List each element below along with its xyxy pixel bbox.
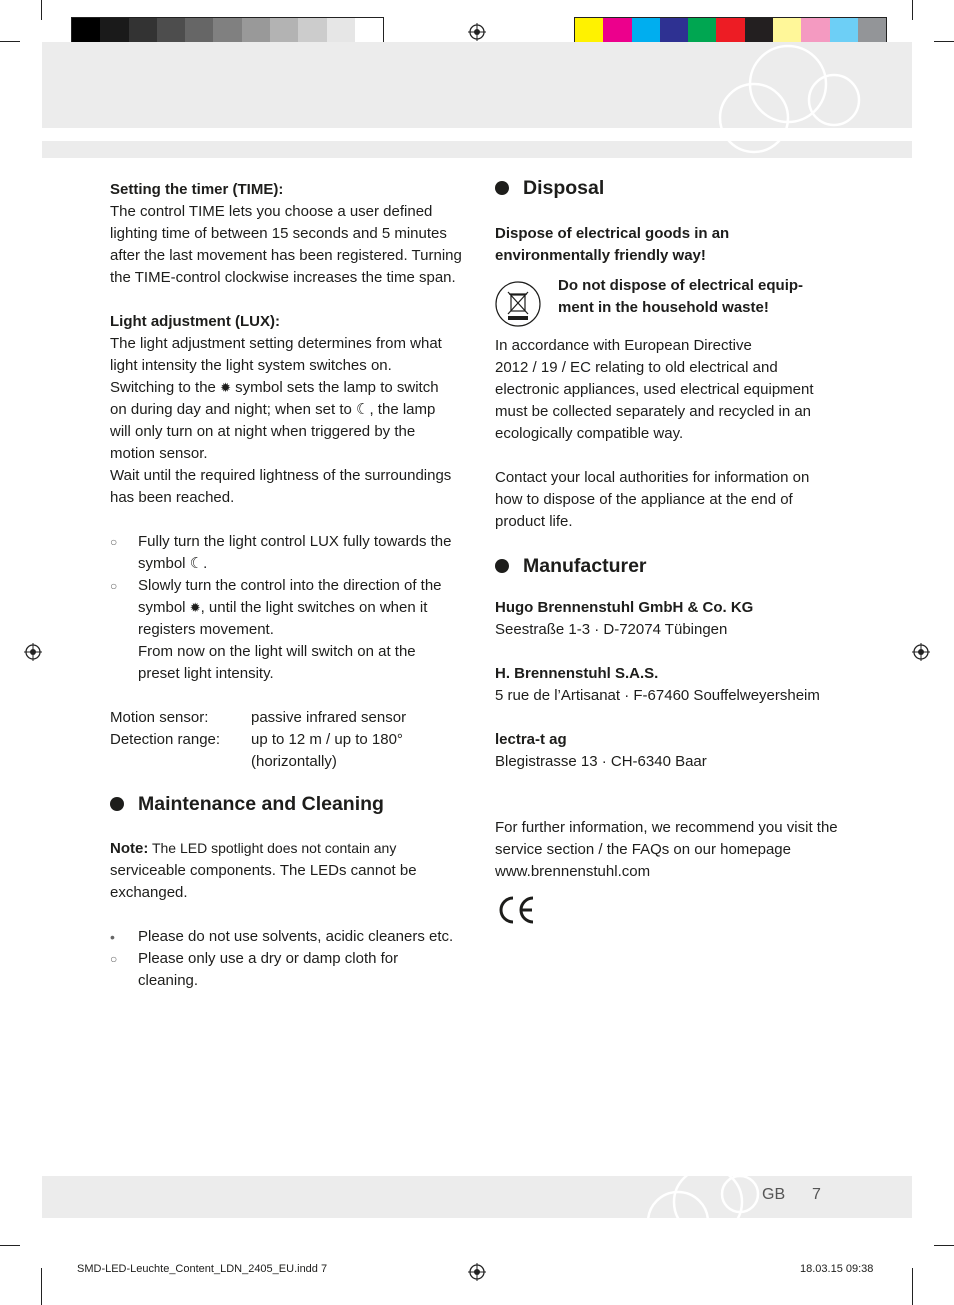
lux-line: light intensity the light system switches on.: [110, 357, 392, 374]
crop-mark: [0, 1245, 20, 1246]
lux-line: The light adjustment setting determines from what: [110, 335, 442, 352]
slug-date: 18.03.15 09:38: [800, 1263, 874, 1275]
manufacturer-name: H. Brennenstuhl S.A.S.: [495, 665, 659, 682]
directive-line: electronic appliances, used electrical equipment: [495, 381, 814, 398]
lux-text: symbol sets the lamp to switch: [230, 379, 439, 396]
spec-label: Motion sensor:: [110, 709, 209, 726]
spec-row: [110, 729, 470, 773]
crop-mark: [0, 41, 20, 42]
lux-line: [110, 377, 470, 399]
manufacturer-address: Seestraße 1-3 · D-72074 Tübingen: [495, 621, 728, 638]
crop-mark: [934, 41, 954, 42]
list-item: [110, 926, 470, 948]
timer-line: The control TIME lets you choose a user defined: [110, 203, 433, 220]
step-text: preset light intensity.: [138, 665, 274, 682]
circle-bullet-icon: ○: [110, 579, 118, 593]
ce-mark-icon: [495, 895, 537, 925]
list-item: [110, 531, 470, 575]
weee-bin-icon: [495, 281, 541, 327]
bullet-dot-icon: [495, 181, 509, 195]
note-label: Note:: [110, 840, 149, 857]
language-code: GB: [762, 1186, 786, 1203]
directive-line: 2012 / 19 / EC relating to old electrical and: [495, 359, 778, 376]
bullet-dot-icon: [110, 797, 124, 811]
manufacturer-address: Blegistrasse 13 · CH-6340 Baar: [495, 753, 707, 770]
directive-line: In accordance with European Directive: [495, 337, 752, 354]
manufacturer-name: lectra-t ag: [495, 731, 567, 748]
left-column: [110, 179, 470, 992]
list-item: [110, 575, 470, 685]
crop-mark: [41, 1268, 42, 1305]
lux-line: [110, 399, 470, 421]
manufacturer-name: Hugo Brennenstuhl GmbH & Co. KG: [495, 599, 754, 616]
timer-line: lighting time of between 15 seconds and 5 minutes: [110, 225, 447, 242]
disposal-heading: [495, 175, 865, 201]
heading-text: Manufacturer: [523, 555, 647, 577]
timer-line: after the last movement has been registered. Turning: [110, 247, 462, 264]
bullet-dot-icon: [495, 559, 509, 573]
registration-mark-icon: [24, 643, 42, 661]
step-text: symbol: [138, 555, 190, 572]
info-line: www.brennenstuhl.com: [495, 863, 651, 880]
spec-label: Detection range:: [110, 731, 221, 748]
step-text: Slowly turn the control into the direction of the: [138, 577, 442, 594]
timer-title: Setting the timer (TIME):: [110, 181, 284, 198]
note-text: The LED spotlight does not contain any: [148, 840, 397, 856]
contact-line: how to dispose of the appliance at the end of: [495, 491, 793, 508]
weee-text: Do not dispose of electrical equip-: [558, 277, 804, 294]
heading-text: Disposal: [523, 177, 605, 199]
circle-bullet-icon: ○: [110, 952, 118, 966]
clean-text: Please do not use solvents, acidic cleaners etc.: [138, 928, 454, 945]
note-text: exchanged.: [110, 884, 188, 901]
crop-mark: [912, 0, 913, 20]
clean-text: Please only use a dry or damp cloth for: [138, 950, 399, 967]
lux-text: , the lamp: [369, 401, 436, 418]
step-text: , until the light switches on when it: [200, 599, 428, 616]
contact-line: Contact your local authorities for information on: [495, 469, 810, 486]
bubbles-decoration-icon: [640, 1160, 760, 1218]
lux-text: on during day and night; when set to: [110, 401, 357, 418]
lux-text: Switching to the: [110, 379, 221, 396]
clean-text: cleaning.: [138, 972, 199, 989]
disposal-subtitle: Dispose of electrical goods in an: [495, 225, 730, 242]
info-line: For further information, we recommend you visit the: [495, 819, 838, 836]
manufacturer-address: 5 rue de l’Artisanat · F-67460 Souffelweyersheim: [495, 687, 820, 704]
step-text: symbol: [138, 599, 190, 616]
bubbles-decoration-icon: [700, 42, 880, 158]
step-text: From now on the light will switch on at the: [138, 643, 416, 660]
spec-row: [110, 707, 470, 729]
lux-line: will only turn on at night when triggered by the: [110, 423, 416, 440]
weee-notice: [495, 277, 865, 331]
page-number: 7: [812, 1186, 821, 1203]
moon-icon: ☾: [189, 555, 204, 572]
manufacturer-heading: [495, 553, 865, 579]
contact-line: product life.: [495, 513, 573, 530]
list-item: [110, 948, 470, 992]
step-text: registers movement.: [138, 621, 274, 638]
weee-text: ment in the household waste!: [558, 299, 769, 316]
crop-mark: [934, 1245, 954, 1246]
directive-line: must be collected separately and recycled in an: [495, 403, 812, 420]
sun-icon: ✹: [189, 600, 201, 615]
disposal-subtitle: environmentally friendly way!: [495, 247, 706, 264]
circle-bullet-icon: ○: [110, 535, 118, 549]
directive-line: ecologically compatible way.: [495, 425, 684, 442]
step-text: Fully turn the light control LUX fully towards the: [138, 533, 452, 550]
bullet-icon: •: [110, 929, 115, 945]
spec-value: (horizontally): [251, 753, 337, 770]
note-text: serviceable components. The LEDs cannot be: [110, 862, 417, 879]
info-line: service section / the FAQs on our homepage: [495, 841, 791, 858]
crop-mark: [912, 1268, 913, 1305]
spec-value: passive infrared sensor: [251, 709, 407, 726]
lux-title: Light adjustment (LUX):: [110, 313, 280, 330]
moon-icon: ☾: [356, 401, 370, 418]
lux-line: has been reached.: [110, 489, 235, 506]
registration-mark-icon: [468, 23, 486, 41]
registration-mark-icon: [912, 643, 930, 661]
heading-text: Maintenance and Cleaning: [138, 793, 384, 815]
step-text: .: [203, 555, 208, 572]
maintenance-heading: [110, 791, 470, 817]
lux-line: Wait until the required lightness of the surroundings: [110, 467, 452, 484]
crop-mark: [41, 0, 42, 20]
lux-line: motion sensor.: [110, 445, 208, 462]
slug-file: SMD-LED-Leuchte_Content_LDN_2405_EU.indd 7: [77, 1263, 328, 1275]
timer-line: the TIME-control clockwise increases the time span.: [110, 269, 456, 286]
registration-mark-icon: [468, 1263, 486, 1281]
spec-value: up to 12 m / up to 180°: [251, 731, 403, 748]
right-column: [495, 175, 865, 932]
sun-icon: ✹: [220, 380, 231, 395]
